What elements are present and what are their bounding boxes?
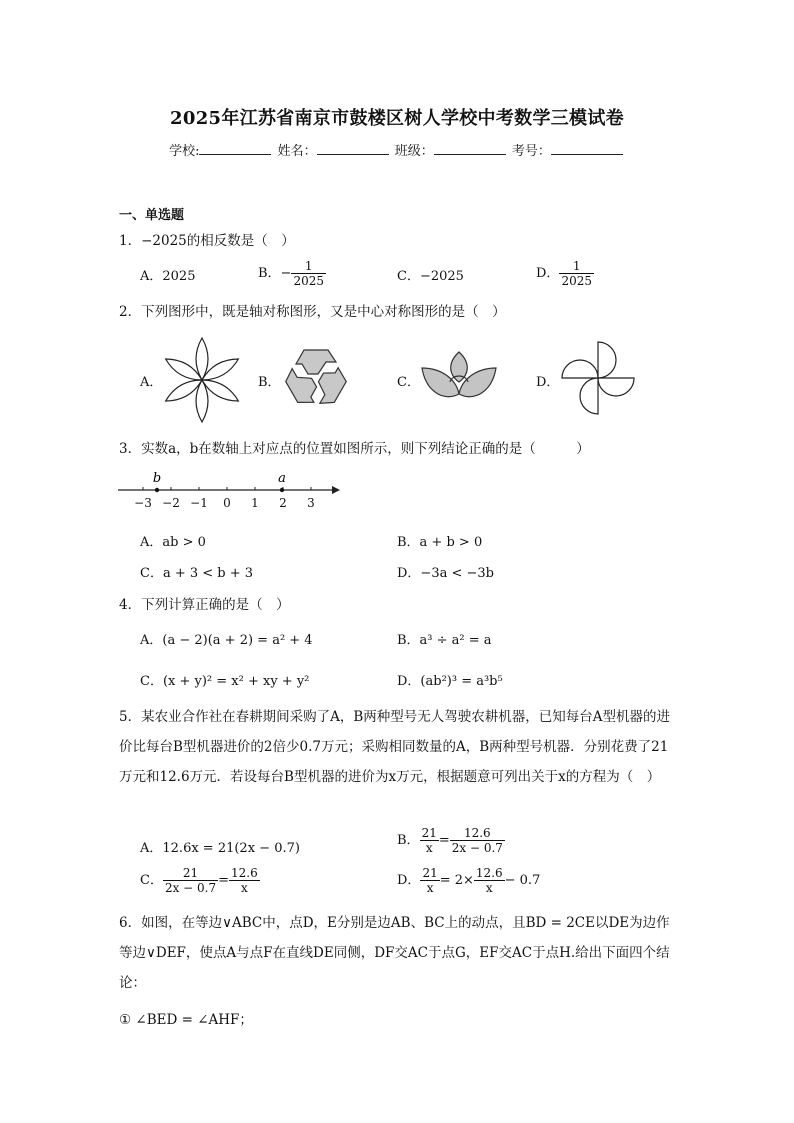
question-2-stem: 2．下列图形中，既是轴对称图形，又是中心对称图形的是（ ） xyxy=(119,304,506,320)
number-line-tick-label: 2 xyxy=(279,496,287,510)
question-6-conclusion-1: ① ∠BED = ∠AHF； xyxy=(119,1012,253,1028)
question-4-option-b: B．a³ ÷ a² = a xyxy=(397,633,492,648)
question-3-option-c: C．a + 3 < b + 3 xyxy=(140,566,254,581)
label-a: a xyxy=(278,471,286,486)
question-4-stem: 4．下列计算正确的是（ ） xyxy=(119,597,290,613)
question-5-option-b: B． $\frac{21}{x}$ = $\frac{12.6}{2x - 0.7}$ xyxy=(397,826,503,855)
number-line-tick-label: −3 xyxy=(134,496,152,510)
page-title: 2025年江苏省南京市鼓楼区树人学校中考数学三模试卷 xyxy=(170,108,624,129)
exam-no-label: 考号： xyxy=(511,144,551,159)
point-a xyxy=(280,488,284,492)
number-line-figure xyxy=(118,468,343,516)
question-4-option-a: A．(a − 2)(a + 2) = a² + 4 xyxy=(140,633,313,648)
question-3-option-b: B．a + b > 0 xyxy=(397,535,483,550)
exam-no-blank xyxy=(551,142,623,155)
question-2-option-c: C． xyxy=(397,375,420,390)
question-2-option-d: D． xyxy=(536,375,560,390)
name-label: 姓名： xyxy=(277,144,317,159)
pinwheel-figure xyxy=(558,338,638,418)
question-3-option-d: D．−3a < −3b xyxy=(397,566,494,581)
question-4-option-d: D．(ab²)³ = a³b⁵ xyxy=(397,674,503,689)
question-1-option-a: A．2025 xyxy=(140,269,196,284)
class-label: 班级： xyxy=(394,144,434,159)
question-2-option-a: A． xyxy=(140,375,163,390)
point-b xyxy=(155,488,159,492)
question-6-stem: 6．如图，在等边∨ABC中，点D，E分别是边AB、BC上的动点，且BD = 2CE以DE为边作等边∨DEF，使点A与点F在直线DE同侧，DF交AC于点G，EF交AC于点H.给出下面四个结论： xyxy=(119,915,670,991)
question-3-option-a: A．ab > 0 xyxy=(140,535,206,550)
question-1-stem: 1．−2025的相反数是（ ） xyxy=(119,233,295,249)
question-1-option-c: C．−2025 xyxy=(397,269,464,284)
number-line-tick-label: 0 xyxy=(223,496,231,510)
question-1-option-b: B．− $\frac{1}{2025}$ xyxy=(258,259,324,288)
school-label: 学校: xyxy=(169,144,200,159)
label-b: b xyxy=(152,471,162,486)
question-5-option-d: D． $\frac{21}{x}$ = 2× $\frac{12.6}{x}$ − 0.7 xyxy=(397,866,541,895)
question-1-option-d: D． $\frac{1}{2025}$ xyxy=(536,259,592,288)
number-line-tick-label: 3 xyxy=(307,496,315,510)
question-4-option-c: C．(x + y)² = x² + xy + y² xyxy=(140,674,310,689)
question-2-option-b: B． xyxy=(258,375,281,390)
number-line-tick-label: 1 xyxy=(251,496,259,510)
question-5-option-c: C． $\frac{21}{2x - 0.7}$ = $\frac{12.6}{x}$ xyxy=(140,866,258,895)
question-3-stem: 3．实数a，b在数轴上对应点的位置如图所示，则下列结论正确的是（ ） xyxy=(119,441,590,457)
school-blank xyxy=(199,142,271,155)
number-line-tick-label: −2 xyxy=(162,496,180,510)
section-heading: 一、单选题 xyxy=(119,208,185,223)
class-blank xyxy=(434,142,506,155)
question-5-stem: 5．某农业合作社在春耕期间采购了A，B两种型号无人驾驶农耕机器，已知每台A型机器的进价比每台B型机器进价的2倍少0.7万元；采购相同数量的A，B两种型号机器．分别花费了21万元和12.6万元．若设每台B型机器的进价为x万元，根据题意可列出关于x的方程为（ ） xyxy=(119,709,671,785)
question-5-option-a: A．12.6x = 21(2x − 0.7) xyxy=(140,841,300,856)
six-petal-flower-figure xyxy=(164,336,240,424)
number-line-tick-label: −1 xyxy=(190,496,208,510)
name-blank xyxy=(317,142,389,155)
lotus-figure xyxy=(420,348,498,406)
recycle-arrows-figure xyxy=(282,342,350,410)
student-info-line xyxy=(0,140,794,159)
